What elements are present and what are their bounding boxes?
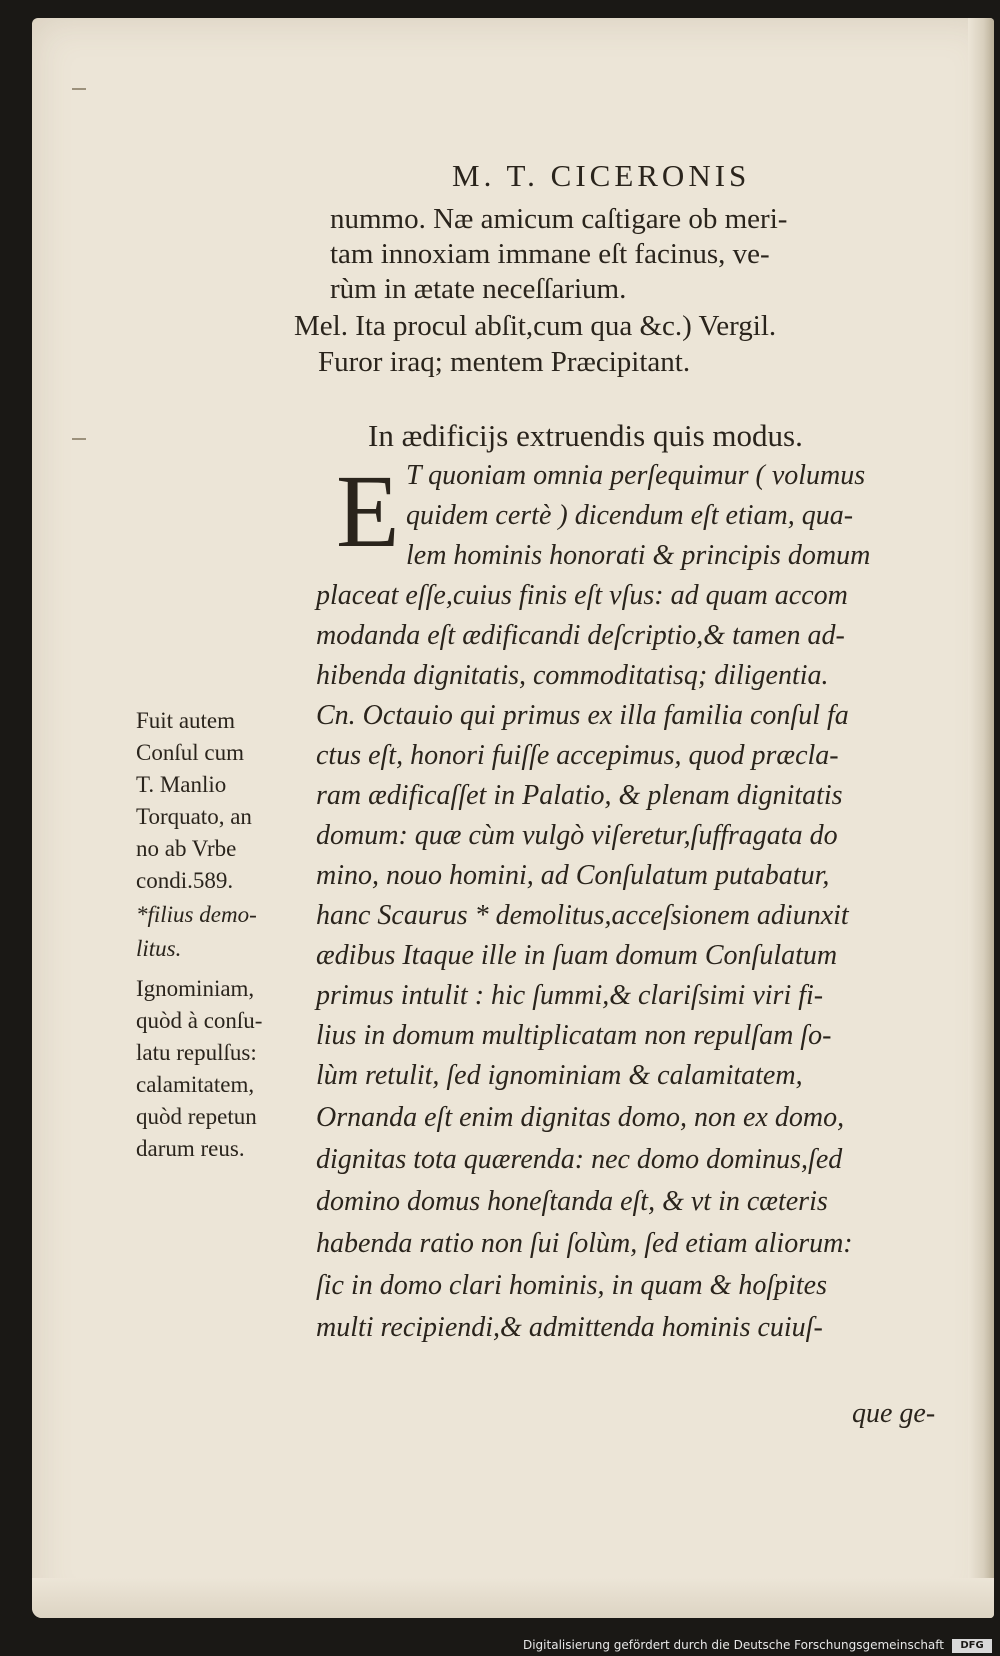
body-line: lùm retulit, ſed ignominiam & calamitatem, <box>316 1060 803 1091</box>
margin-note-line: Fuit autem <box>136 708 236 733</box>
body-line: multi recipiendi,& admittenda hominis cuiuſ- <box>316 1312 823 1343</box>
running-head: M. T. CICERONIS <box>452 158 751 193</box>
margin-note-line: latu repulſus: <box>136 1040 257 1065</box>
margin-note-line: quòd à conſu- <box>136 1008 263 1033</box>
body-line: Ornanda eſt enim dignitas domo, non ex domo, <box>316 1102 845 1133</box>
body-line: nummo. Næ amicum caſtigare ob meri- <box>330 203 788 235</box>
body-line: dignitas tota quærenda: nec domo dominus,ſed <box>316 1144 843 1175</box>
page-edge-bottom <box>32 1578 994 1618</box>
body-line: habenda ratio non ſui ſolùm, ſed etiam aliorum: <box>316 1228 853 1259</box>
body-line: hanc Scaurus * demolitus,acceſsionem adiunxit <box>316 900 849 931</box>
margin-note-line: Conſul cum <box>136 740 244 765</box>
body-line: lem hominis honorati & principis domum <box>406 540 871 571</box>
margin-note-line: condi.589. <box>136 868 234 893</box>
body-line: tam innoxiam immane eſt facinus, ve- <box>330 238 770 270</box>
margin-note-line: litus. <box>136 936 182 961</box>
commentary-line: Mel. Ita procul abſit,cum qua &c.) Vergil. <box>294 310 777 342</box>
margin-note-line: darum reus. <box>136 1136 245 1161</box>
margin-note-line: quòd repetun <box>136 1104 257 1129</box>
body-line: rùm in ætate neceſſarium. <box>330 273 627 305</box>
section-heading: In ædificijs extruendis quis modus. <box>368 418 803 453</box>
body-line: Cn. Octauio qui primus ex illa familia conſul fa <box>316 700 849 731</box>
margin-note-line: Ignominiam, <box>136 976 255 1001</box>
margin-note-line: Torquato, an <box>136 804 252 829</box>
body-line: mino, nouo homini, ad Conſulatum putabatur, <box>316 860 830 891</box>
body-line: lius in domum multiplicatam non repulſam ſo- <box>316 1020 832 1051</box>
pencil-mark <box>72 88 86 90</box>
margin-note-line: *filius demo- <box>136 902 257 927</box>
page-edge-right <box>968 18 994 1618</box>
body-line: ædibus Itaque ille in ſuam domum Conſulatum <box>316 940 838 971</box>
body-line: ſic in domo clari hominis, in quam & hoſpites <box>316 1270 827 1301</box>
margin-note-line: calamitatem, <box>136 1072 255 1097</box>
catchword: que ge- <box>852 1398 936 1429</box>
drop-cap: E <box>336 454 400 569</box>
body-line: placeat eſſe,cuius finis eſt vſus: ad quam accom <box>316 580 848 611</box>
book-page <box>32 18 994 1618</box>
body-line: quidem certè ) dicendum eſt etiam, qua- <box>406 500 854 531</box>
margin-note-line: T. Manlio <box>136 772 227 797</box>
body-line: T quoniam omnia perſequimur ( volumus <box>406 460 866 491</box>
body-line: domum: quæ cùm vulgò viſeretur,ſuffragata do <box>316 820 838 851</box>
body-line: modanda eſt ædificandi deſcriptio,& tamen ad- <box>316 620 845 651</box>
body-line: domino domus honeſtanda eſt, & vt in cæteris <box>316 1186 828 1217</box>
margin-note-line: no ab Vrbe <box>136 836 237 861</box>
body-line: ram ædificaſſet in Palatio, & plenam dignitatis <box>316 780 843 811</box>
body-line: ctus eſt, honori fuiſſe accepimus, quod præcla- <box>316 740 839 771</box>
body-line: primus intulit : hic ſummi,& clariſsimi viri fi- <box>316 980 824 1011</box>
digitization-credit: Digitalisierung gefördert durch die Deutsche Forschungsgemeinschaft <box>522 1638 944 1652</box>
body-line: hibenda dignitatis, commoditatisq; diligentia. <box>316 660 829 691</box>
commentary-line: Furor iraq; mentem Præcipitant. <box>318 346 691 378</box>
pencil-mark <box>72 438 86 440</box>
dfg-logo: DFG <box>952 1639 992 1653</box>
